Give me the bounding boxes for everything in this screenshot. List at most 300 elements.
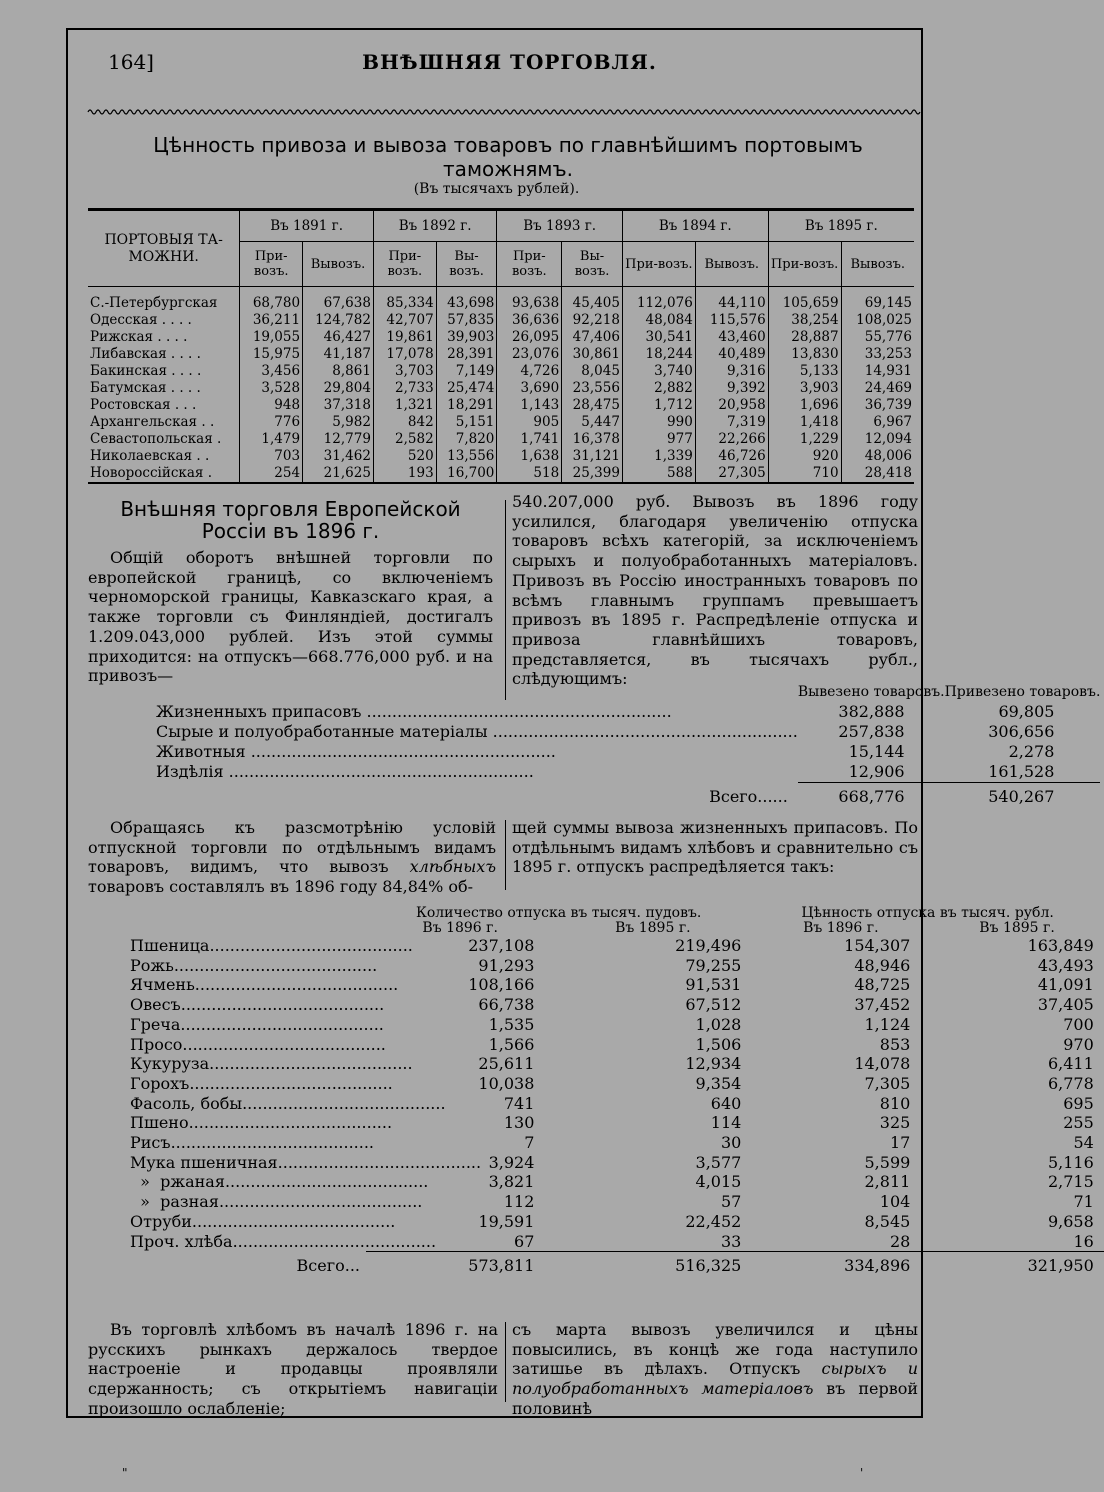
ports-cell: 14,931 <box>841 363 914 380</box>
ports-cell: 41,187 <box>303 346 374 363</box>
grain-cell: 30 <box>720 1133 742 1153</box>
port-name: Рижская . . . . <box>90 329 188 345</box>
ports-cell: 2,733 <box>373 380 436 397</box>
goods-export: 257,838 <box>838 722 905 741</box>
ports-cell: 18,244 <box>622 346 695 363</box>
ports-row <box>88 448 914 465</box>
ports-cell: 28,887 <box>768 329 841 346</box>
grain-cell: 700 <box>1063 1014 1094 1034</box>
ports-subheader: При-возъ. <box>622 242 695 287</box>
grain-total: 334,896 <box>751 1252 930 1276</box>
ports-cell: 124,782 <box>303 312 374 329</box>
grain-cell: 1,124 <box>864 1014 911 1034</box>
grain-cell: 1,566 <box>488 1034 535 1054</box>
section-paragraph-continued: 540.207,000 руб. Вывозъ въ 1896 году усилился, благодаря увеличенію отпуска товаровъ всѣхъ категорій, за исключеніемъ сырыхъ и полуобработанныхъ матеріаловъ. Привозъ въ Россію иностранныхъ товаровъ по всѣмъ главнымъ группамъ превышаетъ привозъ въ 1895 г. Распредѣленіе отпуска и привоза главнѣйшихъ товаровъ, представляется, въ тысячахъ рубл., слѣдующимъ: <box>512 492 918 689</box>
grain-year-header: Въ 1895 г. <box>615 920 691 936</box>
ports-cell: 55,776 <box>841 329 914 346</box>
grain-cell: 2,715 <box>1047 1172 1094 1192</box>
goods-col-header: Привезено товаровъ. <box>944 684 1101 700</box>
ports-cell: 31,121 <box>562 448 623 465</box>
grain-cell: 130 <box>503 1113 535 1133</box>
ports-cell: 1,229 <box>768 431 841 448</box>
ports-subheader: При-возъ. <box>240 242 303 287</box>
ports-cell: 3,740 <box>622 363 695 380</box>
grain-name: Рисъ........................................ <box>130 1133 375 1153</box>
ports-cell: 905 <box>497 414 562 431</box>
ports-table-subtitle: (Въ тысячахъ рублей). <box>413 181 580 197</box>
ports-cell: 27,305 <box>695 465 768 483</box>
grain-cell: 3,821 <box>488 1172 535 1192</box>
ports-cell: 36,636 <box>497 312 562 329</box>
page-frame <box>66 28 1101 1418</box>
para3-left <box>88 1320 498 1419</box>
ports-cell: 3,690 <box>497 380 562 397</box>
port-name: Севастопольская . <box>90 431 222 447</box>
grain-cell: 5,116 <box>1047 1152 1094 1172</box>
grain-cell: 67,512 <box>685 995 742 1015</box>
grain-name: Пшеница........................................ <box>130 936 413 955</box>
ports-cell: 22,266 <box>695 431 768 448</box>
ports-cell: 40,489 <box>695 346 768 363</box>
ports-cell: 26,095 <box>497 329 562 346</box>
ports-cell: 44,110 <box>695 295 768 312</box>
grain-cell: 114 <box>710 1113 742 1133</box>
ports-subheader: При-возъ. <box>497 242 562 287</box>
grain-cell: 43,493 <box>1037 955 1094 975</box>
ports-cell: 47,406 <box>562 329 623 346</box>
year-header: Въ 1894 г. <box>622 210 768 242</box>
ports-cell: 3,903 <box>768 380 841 397</box>
ports-cell: 36,739 <box>841 397 914 414</box>
year-header: Въ 1893 г. <box>497 210 623 242</box>
ports-cell: 7,149 <box>436 363 497 380</box>
ports-cell: 38,254 <box>768 312 841 329</box>
para2-right <box>512 818 918 877</box>
grain-name: Просо........................................ <box>130 1034 386 1054</box>
para3-text: Въ торговлѣ хлѣбомъ въ началѣ 1896 г. на русскихъ рынкахъ держалось твердое настроеніе и продавцы проявляли сдержанность; съ открытіемъ навигаціи произошло ослабленіе; <box>88 1320 498 1418</box>
grain-name: » разная........................................ <box>130 1192 423 1212</box>
ports-subheader: Вывозъ. <box>303 242 374 287</box>
ports-cell: 776 <box>240 414 303 431</box>
ports-cell: 85,334 <box>373 295 436 312</box>
ports-cell: 703 <box>240 448 303 465</box>
grain-cell: 1,028 <box>695 1014 742 1034</box>
grain-total: 516,325 <box>554 1252 751 1276</box>
column-divider <box>505 500 506 700</box>
grain-cell: 48,725 <box>854 975 911 995</box>
para2-italic: хлѣбныхъ <box>409 857 496 877</box>
ports-row <box>88 380 914 397</box>
ports-cell: 23,556 <box>562 380 623 397</box>
ports-table <box>88 208 914 484</box>
grain-row <box>130 1153 1104 1173</box>
ports-cell: 9,392 <box>695 380 768 397</box>
grain-row <box>130 1054 1104 1074</box>
section-right-column <box>512 492 918 689</box>
running-title: ВНѢШНЯЯ ТОРГОВЛЯ. <box>362 50 657 74</box>
grain-group-header: Количество отпуска въ тысяч. пудовъ. <box>416 905 702 921</box>
grain-cell: 16 <box>1073 1231 1094 1251</box>
ports-cell: 1,696 <box>768 397 841 414</box>
column-divider <box>505 820 506 890</box>
ports-cell: 24,469 <box>841 380 914 397</box>
ports-cell: 6,967 <box>841 414 914 431</box>
grain-cell: 104 <box>879 1192 911 1212</box>
ports-row <box>88 465 914 483</box>
ports-cell: 5,133 <box>768 363 841 380</box>
grain-name: Овесъ........................................ <box>130 995 385 1015</box>
ports-cell: 68,780 <box>240 295 303 312</box>
ports-table-title: Цѣнность привоза и вывоза товаровъ по главнѣйшимъ портовымъ таможнямъ. <box>153 133 863 181</box>
grain-cell: 79,255 <box>685 955 742 975</box>
grain-cell: 7,305 <box>864 1073 911 1093</box>
grain-cell: 741 <box>503 1093 535 1113</box>
para3-text: въ первой половинѣ <box>512 1379 918 1418</box>
goods-name: Издѣлія ............................................................ <box>156 762 534 782</box>
wavy-rule <box>88 108 918 116</box>
ports-cell: 920 <box>768 448 841 465</box>
grain-row <box>130 1035 1104 1055</box>
grain-name: Кукуруза........................................ <box>130 1054 413 1074</box>
grain-cell: 37,452 <box>854 995 911 1015</box>
page-number: 164] <box>108 50 154 74</box>
grain-name: Греча........................................ <box>130 1014 384 1034</box>
ports-cell: 39,903 <box>436 329 497 346</box>
ports-row <box>88 295 914 312</box>
grain-cell: 163,849 <box>1027 936 1094 955</box>
ports-cell: 21,625 <box>303 465 374 483</box>
ports-cell: 1,143 <box>497 397 562 414</box>
ports-cell: 5,982 <box>303 414 374 431</box>
grain-name: Отруби........................................ <box>130 1211 396 1231</box>
ports-cell: 3,703 <box>373 363 436 380</box>
ports-cell: 977 <box>622 431 695 448</box>
scan-mark: " <box>122 1466 128 1480</box>
grain-cell: 8,545 <box>864 1211 911 1231</box>
ports-cell: 842 <box>373 414 436 431</box>
grain-row <box>130 936 1104 956</box>
ports-cell: 92,218 <box>562 312 623 329</box>
ports-cell: 3,456 <box>240 363 303 380</box>
ports-cell: 948 <box>240 397 303 414</box>
grain-cell: 2,811 <box>864 1172 911 1192</box>
ports-cell: 57,835 <box>436 312 497 329</box>
grain-cell: 237,108 <box>468 936 535 955</box>
ports-cell: 29,804 <box>303 380 374 397</box>
ports-cell: 25,399 <box>562 465 623 483</box>
grain-row <box>130 1133 1104 1153</box>
ports-cell: 7,820 <box>436 431 497 448</box>
year-header: Въ 1891 г. <box>240 210 374 242</box>
grain-row <box>130 1192 1104 1212</box>
grain-cell: 640 <box>710 1093 742 1113</box>
ports-cell: 254 <box>240 465 303 483</box>
ports-cell: 43,460 <box>695 329 768 346</box>
ports-cell: 23,076 <box>497 346 562 363</box>
port-name: С.-Петербургская <box>90 295 218 311</box>
grain-total-label: Всего... <box>296 1256 360 1275</box>
ports-cell: 12,779 <box>303 431 374 448</box>
ports-subheader: Вывозъ. <box>695 242 768 287</box>
ports-cell: 43,698 <box>436 295 497 312</box>
goods-export: 15,144 <box>848 742 905 761</box>
grain-name: Проч. хлѣба........................................ <box>130 1231 437 1251</box>
grain-name: Горохъ........................................ <box>130 1073 393 1093</box>
grain-cell: 1,535 <box>488 1014 535 1034</box>
goods-import: 69,805 <box>998 702 1055 721</box>
ports-cell: 2,582 <box>373 431 436 448</box>
ports-cell: 1,418 <box>768 414 841 431</box>
grain-row <box>130 1172 1104 1192</box>
ports-row <box>88 346 914 363</box>
ports-cell: 1,321 <box>373 397 436 414</box>
grain-cell: 3,577 <box>695 1152 742 1172</box>
ports-row <box>88 431 914 448</box>
ports-cell: 16,700 <box>436 465 497 483</box>
goods-total-export: 668,776 <box>798 783 945 808</box>
ports-cell: 33,253 <box>841 346 914 363</box>
grain-cell: 3,924 <box>488 1152 535 1172</box>
grain-row <box>130 1074 1104 1094</box>
grain-table <box>130 906 1104 1276</box>
ports-cell: 69,145 <box>841 295 914 312</box>
goods-import: 161,528 <box>988 762 1055 781</box>
grain-cell: 325 <box>879 1113 911 1133</box>
grain-cell: 12,934 <box>685 1054 742 1074</box>
ports-subheader: Вы-возъ. <box>436 242 497 287</box>
ports-cell: 17,078 <box>373 346 436 363</box>
goods-row <box>156 762 1100 783</box>
ports-cell: 8,861 <box>303 363 374 380</box>
goods-table <box>156 682 1100 807</box>
ports-cell: 30,541 <box>622 329 695 346</box>
grain-name: Мука пшеничная........................................ <box>130 1152 482 1172</box>
grain-cell: 91,531 <box>685 975 742 995</box>
ports-cell: 115,576 <box>695 312 768 329</box>
ports-subheader: При-возъ. <box>768 242 841 287</box>
para3-text: съ марта вывозъ увеличился и цѣны повысились, въ концѣ же года наступило затишье въ дѣлахъ. Отпускъ <box>512 1320 918 1379</box>
ports-cell: 1,479 <box>240 431 303 448</box>
port-name: Батумская . . . . <box>90 380 201 396</box>
grain-cell: 255 <box>1063 1113 1094 1133</box>
grain-cell: 48,946 <box>854 955 911 975</box>
grain-row <box>130 1094 1104 1114</box>
ports-cell: 28,418 <box>841 465 914 483</box>
grain-year-header: Въ 1895 г. <box>979 920 1055 936</box>
ports-cell: 1,638 <box>497 448 562 465</box>
grain-cell: 25,611 <box>478 1054 535 1074</box>
port-name: Новороссійская . <box>88 465 240 483</box>
column-divider <box>505 1322 506 1402</box>
grain-cell: 112 <box>503 1192 535 1212</box>
grain-cell: 695 <box>1063 1093 1094 1113</box>
ports-cell: 1,712 <box>622 397 695 414</box>
ports-cell: 4,726 <box>497 363 562 380</box>
section-paragraph: Общій оборотъ внѣшней торговли по европейской границѣ, со включеніемъ черноморской границы, Кавказскаго края, а также торговли съ Финляндіей, достигалъ 1.209.043,000 рублей. Изъ этой суммы приходится: на отпускъ—668.776,000 руб. и на привозъ— <box>88 548 493 686</box>
grain-cell: 1,506 <box>695 1034 742 1054</box>
ports-cell: 28,391 <box>436 346 497 363</box>
grain-cell: 19,591 <box>478 1211 535 1231</box>
ports-cell: 3,528 <box>240 380 303 397</box>
goods-total-import: 540,267 <box>945 783 1101 808</box>
ports-cell: 46,726 <box>695 448 768 465</box>
ports-row-header: ПОРТОВЫЯ ТА-МОЖНИ. <box>88 210 240 287</box>
grain-cell: 4,015 <box>695 1172 742 1192</box>
grain-row <box>130 1232 1104 1252</box>
ports-subheader: При-возъ. <box>373 242 436 287</box>
ports-cell: 45,405 <box>562 295 623 312</box>
grain-cell: 219,496 <box>675 936 742 955</box>
grain-name: Фасоль, бобы........................................ <box>130 1093 446 1113</box>
ports-cell: 1,741 <box>497 431 562 448</box>
ports-cell: 193 <box>373 465 436 483</box>
grain-cell: 9,354 <box>695 1073 742 1093</box>
grain-cell: 37,405 <box>1037 995 1094 1015</box>
para3-right <box>512 1320 918 1419</box>
goods-export: 382,888 <box>838 702 905 721</box>
ports-cell: 112,076 <box>622 295 695 312</box>
grain-row <box>130 956 1104 976</box>
ports-cell: 13,556 <box>436 448 497 465</box>
port-name: Ростовская . . . <box>90 397 197 413</box>
ports-cell: 93,638 <box>497 295 562 312</box>
ports-cell: 42,707 <box>373 312 436 329</box>
year-header: Въ 1892 г. <box>373 210 496 242</box>
grain-group-header: Цѣнность отпуска въ тысяч. рубл. <box>801 905 1054 921</box>
ports-cell: 16,378 <box>562 431 623 448</box>
grain-cell: 154,307 <box>844 936 911 955</box>
ports-cell: 5,151 <box>436 414 497 431</box>
grain-cell: 33 <box>720 1231 742 1251</box>
grain-year-header: Въ 1896 г. <box>422 920 498 936</box>
goods-col-header: Вывезено товаровъ. <box>797 684 945 700</box>
section-heading: Внѣшняя торговля Европейской Россіи въ 1896 г. <box>120 497 461 543</box>
ports-cell: 18,291 <box>436 397 497 414</box>
ports-cell: 710 <box>768 465 841 483</box>
ports-cell: 36,211 <box>240 312 303 329</box>
ports-cell: 15,975 <box>240 346 303 363</box>
grain-name: » ржаная........................................ <box>130 1172 429 1192</box>
ports-row <box>88 329 914 346</box>
grain-cell: 66,738 <box>478 995 535 1015</box>
grain-cell: 970 <box>1063 1034 1094 1054</box>
para2-text: товаровъ составлялъ въ 1896 году 84,84% об- <box>88 877 474 897</box>
grain-cell: 810 <box>879 1093 911 1113</box>
port-name: Бакинская . . . . <box>90 363 202 379</box>
ports-cell: 588 <box>622 465 695 483</box>
grain-cell: 10,038 <box>478 1073 535 1093</box>
grain-row <box>130 995 1104 1015</box>
ports-cell: 20,958 <box>695 397 768 414</box>
ports-cell: 7,319 <box>695 414 768 431</box>
grain-cell: 6,778 <box>1047 1073 1094 1093</box>
grain-cell: 14,078 <box>854 1054 911 1074</box>
goods-row <box>156 722 1100 742</box>
ports-cell: 19,055 <box>240 329 303 346</box>
ports-cell: 30,861 <box>562 346 623 363</box>
ports-row <box>88 414 914 431</box>
ports-cell: 108,025 <box>841 312 914 329</box>
ports-cell: 990 <box>622 414 695 431</box>
port-name: Либавская . . . . <box>90 346 201 362</box>
goods-import: 306,656 <box>988 722 1055 741</box>
ports-cell: 8,045 <box>562 363 623 380</box>
grain-total: 573,811 <box>366 1252 554 1276</box>
goods-row <box>156 742 1100 762</box>
ports-cell: 67,638 <box>303 295 374 312</box>
ports-cell: 518 <box>497 465 562 483</box>
grain-cell: 7 <box>524 1133 535 1153</box>
ports-row <box>88 397 914 414</box>
ports-cell: 37,318 <box>303 397 374 414</box>
running-header <box>108 50 911 80</box>
ports-cell: 31,462 <box>303 448 374 465</box>
para2-left <box>88 818 496 897</box>
goods-row <box>156 702 1100 722</box>
ports-cell: 5,447 <box>562 414 623 431</box>
grain-cell: 22,452 <box>685 1211 742 1231</box>
ports-cell: 2,882 <box>622 380 695 397</box>
grain-cell: 5,599 <box>864 1152 911 1172</box>
grain-cell: 28 <box>889 1231 911 1251</box>
ports-cell: 105,659 <box>768 295 841 312</box>
grain-name: Ячмень........................................ <box>130 975 399 995</box>
grain-cell: 17 <box>889 1133 911 1153</box>
grain-cell: 853 <box>879 1034 911 1054</box>
grain-cell: 6,411 <box>1047 1054 1094 1074</box>
ports-cell: 1,339 <box>622 448 695 465</box>
grain-total: 321,950 <box>930 1252 1103 1276</box>
grain-cell: 57 <box>720 1192 742 1212</box>
grain-name: Пшено........................................ <box>130 1113 393 1133</box>
ports-row <box>88 363 914 380</box>
grain-name: Рожь........................................ <box>130 955 378 975</box>
goods-total-label: Всего...... <box>709 786 788 806</box>
ports-cell: 12,094 <box>841 431 914 448</box>
ports-cell: 9,316 <box>695 363 768 380</box>
scan-mark: ' <box>860 1466 864 1480</box>
ports-cell: 48,006 <box>841 448 914 465</box>
grain-row <box>130 975 1104 995</box>
grain-cell: 71 <box>1073 1192 1094 1212</box>
grain-cell: 108,166 <box>468 975 535 995</box>
port-name: Архангельская . . <box>90 414 215 430</box>
goods-name: Жизненныхъ припасовъ ............................................................ <box>156 702 672 721</box>
ports-cell: 25,474 <box>436 380 497 397</box>
year-header: Въ 1895 г. <box>768 210 914 242</box>
port-name: Одесская . . . . <box>90 312 192 328</box>
goods-name: Сырые и полуобработанные матеріалы ............................................................ <box>156 722 798 741</box>
ports-subheader: Вы-возъ. <box>562 242 623 287</box>
goods-export: 12,906 <box>848 762 905 781</box>
section-left-column <box>88 498 493 686</box>
para3-italic: сырыхъ и полуобработанныхъ матеріаловъ <box>512 1359 919 1399</box>
ports-cell: 28,475 <box>562 397 623 414</box>
ports-cell: 520 <box>373 448 436 465</box>
grain-row <box>130 1212 1104 1232</box>
ports-cell: 13,830 <box>768 346 841 363</box>
grain-cell: 54 <box>1073 1133 1094 1153</box>
ports-row <box>88 312 914 329</box>
port-name: Николаевская . . <box>90 448 210 464</box>
goods-import: 2,278 <box>1008 742 1055 761</box>
ports-cell: 46,427 <box>303 329 374 346</box>
grain-row <box>130 1113 1104 1133</box>
ports-cell: 19,861 <box>373 329 436 346</box>
grain-row <box>130 1015 1104 1035</box>
grain-cell: 91,293 <box>478 955 535 975</box>
ports-subheader: Вывозъ. <box>841 242 914 287</box>
